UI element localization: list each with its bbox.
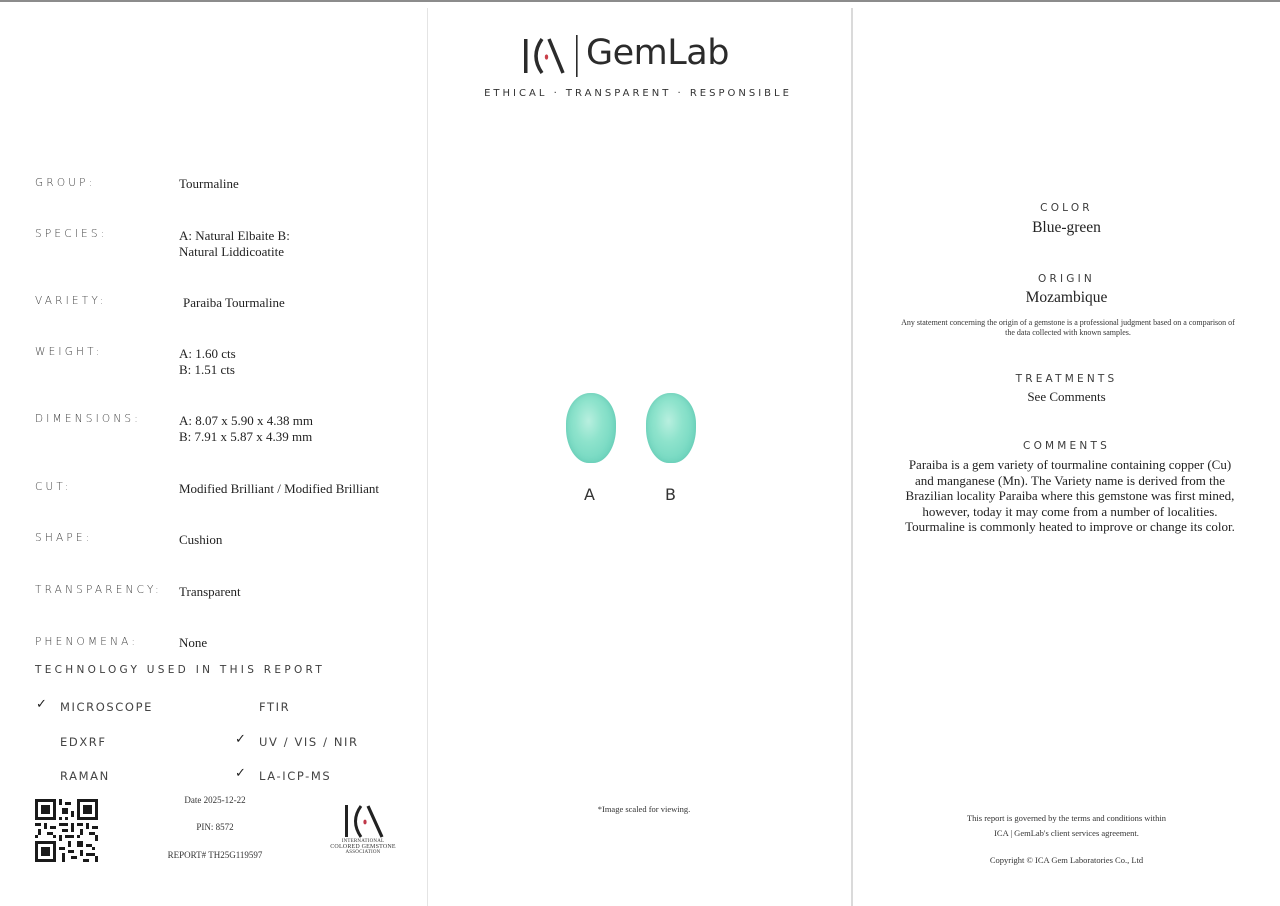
gemstone-a-image — [566, 393, 616, 463]
ica-logo-icon — [520, 34, 582, 78]
shape-value: Cushion — [179, 532, 223, 547]
tech-uv-vis-nir: UV / VIS / NIR — [259, 735, 359, 749]
check-icon: ✓ — [235, 732, 246, 747]
ica-association-logo — [328, 803, 398, 859]
color-label: COLOR — [1040, 202, 1093, 214]
treatments-label: TREATMENTS — [1015, 373, 1118, 385]
dimensions-value — [179, 413, 313, 445]
gemstone-b-label: B — [665, 485, 676, 504]
dimensions-value-a: A: 8.07 x 5.90 x 4.38 mm — [179, 413, 313, 428]
terms-line1: This report is governed by the terms and conditions within — [966, 813, 1166, 823]
dimensions-value-b: B: 7.91 x 5.87 x 4.39 mm — [179, 429, 313, 444]
variety-value: Paraiba Tourmaline — [183, 295, 285, 310]
terms-note — [853, 811, 1280, 841]
tech-edxrf: EDXRF — [60, 735, 107, 749]
check-icon: ✓ — [235, 766, 246, 781]
weight-value-b: B: 1.51 cts — [179, 362, 235, 377]
variety-label: VARIETY: — [35, 295, 107, 307]
treatments-value: See Comments — [1027, 389, 1106, 404]
species-value-line2: Natural Liddicoatite — [179, 244, 285, 259]
phenomena-value: None — [179, 635, 208, 650]
weight-value-a: A: 1.60 cts — [179, 346, 236, 361]
terms-line2: ICA | GemLab's client services agreement. — [994, 828, 1139, 838]
panel-divider-left — [427, 8, 428, 906]
gemstone-b-image — [646, 393, 696, 463]
qr-code-icon[interactable] — [35, 799, 98, 862]
tech-la-icp-ms: LA-ICP-MS — [259, 769, 332, 783]
shape-label: SHAPE: — [35, 532, 93, 544]
brand-name: GemLab — [586, 33, 729, 73]
cut-value: Modified Brilliant / Modified Brilliant — [179, 481, 380, 496]
brand-tagline: ETHICAL · TRANSPARENT · RESPONSIBLE — [484, 88, 792, 99]
group-label: GROUP: — [35, 177, 96, 189]
group-value: Tourmaline — [179, 176, 239, 191]
phenomena-label: PHENOMENA: — [35, 636, 139, 648]
weight-value — [179, 346, 236, 378]
report-date: Date 2025-12-22 — [184, 795, 246, 805]
association-name — [328, 839, 398, 856]
origin-value: Mozambique — [1025, 289, 1108, 306]
cut-label: CUT: — [35, 481, 72, 493]
tech-raman: RAMAN — [60, 769, 110, 783]
report-pin: PIN: 8572 — [196, 822, 234, 832]
origin-disclaimer: Any statement concerning the origin of a gemstone is a professional judgment based on a comparison of the data collected with known samples. — [901, 318, 1235, 337]
species-label: SPECIES: — [35, 228, 108, 240]
transparency-label: TRANSPARENCY: — [35, 584, 162, 596]
origin-label: ORIGIN — [1038, 273, 1095, 285]
tech-microscope: MICROSCOPE — [60, 700, 153, 714]
top-border — [0, 0, 1280, 2]
color-value: Blue-green — [1032, 219, 1101, 236]
report-number: REPORT# TH25G119597 — [167, 850, 263, 860]
association-line3: ASSOCIATION — [345, 850, 381, 855]
weight-label: WEIGHT: — [35, 346, 103, 358]
species-value-line1: A: Natural Elbaite B: — [179, 228, 290, 243]
comments-value: Paraiba is a gem variety of tourmaline containing copper (Cu) and manganese (Mn). The Variety name is derived from the Brazilian locality Paraiba where this gemstone was first mined, however, today it may come from a number of localities. Tourmaline is commonly heated to improve or change its color. — [905, 457, 1235, 535]
comments-label: COMMENTS — [1023, 440, 1110, 452]
association-line2: COLORED GEMSTONE — [330, 843, 396, 850]
image-scaled-note: *Image scaled for viewing. — [597, 804, 691, 814]
technology-title: TECHNOLOGY USED IN THIS REPORT — [35, 664, 326, 676]
ica-mark-icon — [328, 803, 398, 839]
species-value — [179, 228, 290, 260]
dimensions-label: DIMENSIONS: — [35, 413, 142, 425]
gemstone-a-label: A — [584, 485, 595, 504]
copyright: Copyright © ICA Gem Laboratories Co., Ltd — [989, 855, 1144, 865]
association-line1: INTERNATIONAL — [341, 839, 385, 844]
transparency-value: Transparent — [179, 584, 241, 599]
check-icon: ✓ — [36, 697, 47, 712]
tech-ftir: FTIR — [259, 700, 291, 714]
panel-divider-right — [851, 8, 853, 906]
